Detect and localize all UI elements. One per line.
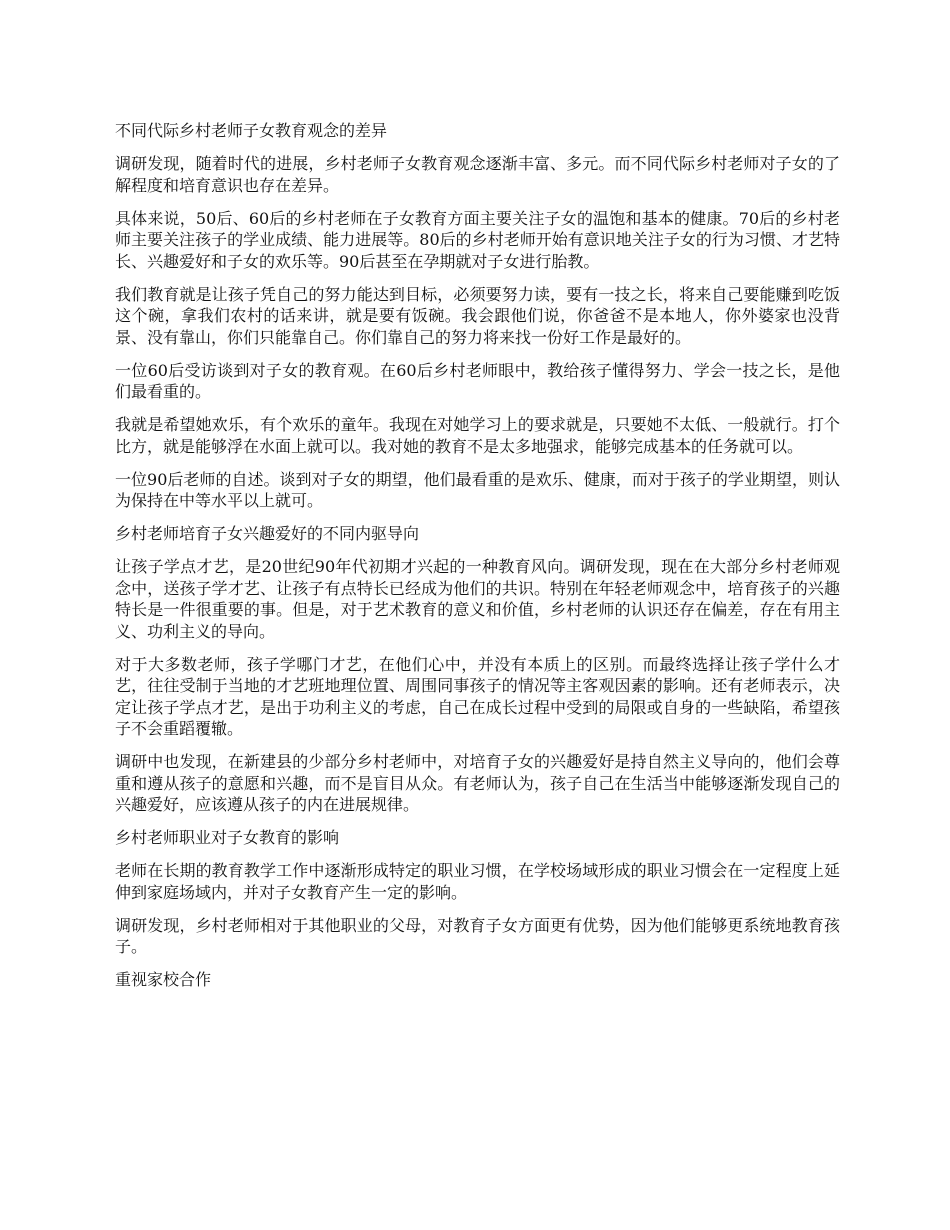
document-body: [115, 120, 840, 1002]
paragraph: 一位90后老师的自述。谈到对子女的期望，他们最看重的是欢乐、健康，而对于孩子的学业期望，则认为保持在中等水平以上就可。: [115, 469, 840, 510]
section-heading: 乡村老师职业对子女教育的影响: [115, 828, 340, 847]
section-heading: 重视家校合作: [115, 970, 212, 989]
paragraph: 调研中也发现，在新建县的少部分乡村老师中，对培育子女的兴趣爱好是持自然主义导向的，他们会尊重和遵从孩子的意愿和兴趣，而不是盲目从众。有老师认为，孩子自己在生活当中能够逐渐发现自己的兴趣爱好，应该遵从孩子的内在进展规律。: [115, 752, 840, 814]
paragraph: 让孩子学点才艺，是20世纪90年代初期才兴起的一种教育风向。调研发现，现在在大部分乡村老师观念中，送孩子学才艺、让孩子有点特长已经成为他们的共识。特别在年轻老师观念中，培育孩子的兴趣特长是一件很重要的事。但是，对于艺术教育的意义和价值，乡村老师的认识还存在偏差，存在有用主义、功利主义的导向。: [115, 557, 840, 641]
section-heading: 乡村老师培育子女兴趣爱好的不同内驱导向: [115, 524, 420, 543]
paragraph: 具体来说，50后、60后的乡村老师在子女教育方面主要关注子女的温饱和基本的健康。70后的乡村老师主要关注孩子的学业成绩、能力进展等。80后的乡村老师开始有意识地关注子女的行为习惯、才艺特长、兴趣爱好和子女的欢乐等。90后甚至在孕期就对子女进行胎教。: [115, 208, 840, 271]
paragraph: 调研发现，随着时代的进展，乡村老师子女教育观念逐渐丰富、多元。而不同代际乡村老师对子女的了解程度和培育意识也存在差异。: [115, 154, 840, 195]
paragraph: 老师在长期的教育教学工作中逐渐形成特定的职业习惯，在学校场域形成的职业习惯会在一定程度上延伸到家庭场域内，并对子女教育产生一定的影响。: [115, 861, 840, 902]
section-heading: 不同代际乡村老师子女教育观念的差异: [115, 121, 388, 140]
paragraph: 一位60后受访谈到对子女的教育观。在60后乡村老师眼中，教给孩子懂得努力、学会一技之长，是他们最看重的。: [115, 360, 840, 401]
paragraph: 调研发现，乡村老师相对于其他职业的父母，对教育子女方面更有优势，因为他们能够更系统地教育孩子。: [115, 915, 840, 956]
paragraph: 我们教育就是让孩子凭自己的努力能达到目标，必须要努力读，要有一技之长，将来自己要能赚到吃饭这个碗，拿我们农村的话来讲，就是要有饭碗。我会跟他们说，你爸爸不是本地人，你外婆家也没背景、没有靠山，你们只能靠自己。你们靠自己的努力将来找一份好工作是最好的。: [115, 284, 840, 347]
paragraph: 我就是希望她欢乐，有个欢乐的童年。我现在对她学习上的要求就是，只要她不太低、一般就行。打个比方，就是能够浮在水面上就可以。我对她的教育不是太多地强求，能够完成基本的任务就可以。: [115, 415, 840, 456]
paragraph: 对于大多数老师，孩子学哪门才艺，在他们心中，并没有本质上的区别。而最终选择让孩子学什么才艺，往往受制于当地的才艺班地理位置、周围同事孩子的情况等主客观因素的影响。还有老师表示，决定让孩子学点才艺，是出于功利主义的考虑，自己在成长过程中受到的局限或自身的一些缺陷，希望孩子不会重蹈覆辙。: [115, 654, 840, 738]
